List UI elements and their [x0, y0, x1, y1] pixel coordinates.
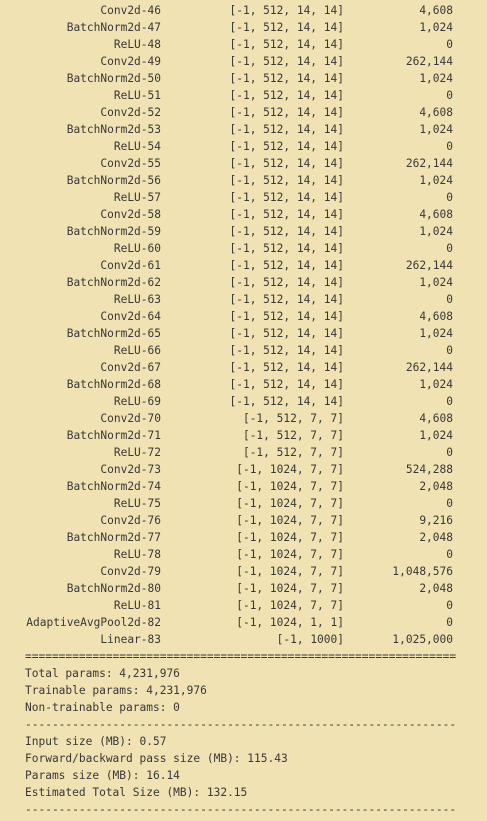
output-shape: [-1, 512, 14, 14]	[229, 361, 344, 374]
table-row	[0, 461, 487, 478]
table-row	[0, 546, 487, 563]
layer-name: ReLU-81	[113, 599, 161, 612]
table-row	[0, 631, 487, 648]
table-row	[0, 104, 487, 121]
output-shape: [-1, 1024, 7, 7]	[236, 497, 344, 510]
table-row	[0, 291, 487, 308]
table-row	[0, 19, 487, 36]
table-row	[0, 240, 487, 257]
layer-name: ReLU-75	[113, 497, 161, 510]
param-count: 262,144	[405, 259, 453, 272]
param-count: 1,024	[419, 225, 453, 238]
table-row	[0, 2, 487, 19]
output-shape: [-1, 512, 14, 14]	[229, 225, 344, 238]
table-row	[0, 478, 487, 495]
output-shape: [-1, 512, 14, 14]	[229, 208, 344, 221]
output-shape: [-1, 1000]	[276, 633, 344, 646]
param-count: 2,048	[419, 531, 453, 544]
layer-name: ReLU-54	[113, 140, 161, 153]
param-count: 0	[446, 497, 453, 510]
param-count: 1,024	[419, 123, 453, 136]
output-shape: [-1, 512, 7, 7]	[242, 412, 344, 425]
table-row	[0, 444, 487, 461]
table-row	[0, 189, 487, 206]
output-shape: [-1, 512, 14, 14]	[229, 293, 344, 306]
layer-name: BatchNorm2d-71	[66, 429, 161, 442]
total-params: Total params: 4,231,976	[25, 667, 180, 680]
param-count: 0	[446, 446, 453, 459]
layer-name: BatchNorm2d-50	[66, 72, 161, 85]
table-row	[0, 512, 487, 529]
param-count: 0	[446, 140, 453, 153]
layer-name: Conv2d-46	[100, 4, 161, 17]
output-shape: [-1, 512, 7, 7]	[242, 446, 344, 459]
layer-name: Conv2d-76	[100, 514, 161, 527]
param-count: 0	[446, 242, 453, 255]
layer-name: BatchNorm2d-59	[66, 225, 161, 238]
table-row	[0, 359, 487, 376]
layer-name: ReLU-51	[113, 89, 161, 102]
layer-name: AdaptiveAvgPool2d-82	[26, 616, 161, 629]
table-row	[0, 563, 487, 580]
layer-name: BatchNorm2d-47	[66, 21, 161, 34]
output-shape: [-1, 1024, 1, 1]	[236, 616, 344, 629]
layer-name: Conv2d-58	[100, 208, 161, 221]
output-shape: [-1, 512, 14, 14]	[229, 106, 344, 119]
output-shape: [-1, 512, 14, 14]	[229, 242, 344, 255]
layer-name: BatchNorm2d-53	[66, 123, 161, 136]
layer-name: Conv2d-52	[100, 106, 161, 119]
layer-name: Conv2d-67	[100, 361, 161, 374]
table-row	[0, 376, 487, 393]
layer-name: Conv2d-79	[100, 565, 161, 578]
layer-name: BatchNorm2d-77	[66, 531, 161, 544]
output-shape: [-1, 1024, 7, 7]	[236, 548, 344, 561]
param-count: 4,608	[419, 4, 453, 17]
table-row	[0, 308, 487, 325]
output-shape: [-1, 512, 14, 14]	[229, 4, 344, 17]
estimated-total-size: Estimated Total Size (MB): 132.15	[25, 786, 248, 799]
param-count: 0	[446, 344, 453, 357]
table-row	[0, 36, 487, 53]
param-count: 4,608	[419, 310, 453, 323]
output-shape: [-1, 1024, 7, 7]	[236, 480, 344, 493]
output-shape: [-1, 1024, 7, 7]	[236, 582, 344, 595]
table-row	[0, 87, 487, 104]
layer-name: Conv2d-55	[100, 157, 161, 170]
table-row	[0, 597, 487, 614]
output-shape: [-1, 1024, 7, 7]	[236, 514, 344, 527]
table-row	[0, 410, 487, 427]
layer-name: ReLU-69	[113, 395, 161, 408]
param-count: 1,024	[419, 72, 453, 85]
param-count: 4,608	[419, 208, 453, 221]
output-shape: [-1, 512, 14, 14]	[229, 157, 344, 170]
table-row	[0, 427, 487, 444]
param-count: 0	[446, 191, 453, 204]
table-row	[0, 223, 487, 240]
param-count: 0	[446, 89, 453, 102]
table-row	[0, 274, 487, 291]
param-count: 0	[446, 395, 453, 408]
params-size: Params size (MB): 16.14	[25, 769, 180, 782]
layer-name: Conv2d-70	[100, 412, 161, 425]
layer-name: BatchNorm2d-80	[66, 582, 161, 595]
param-count: 262,144	[405, 157, 453, 170]
output-shape: [-1, 512, 7, 7]	[242, 429, 344, 442]
output-shape: [-1, 512, 14, 14]	[229, 310, 344, 323]
layer-name: BatchNorm2d-68	[66, 378, 161, 391]
table-row	[0, 257, 487, 274]
param-count: 4,608	[419, 106, 453, 119]
table-row	[0, 70, 487, 87]
layer-name: BatchNorm2d-56	[66, 174, 161, 187]
param-count: 1,024	[419, 174, 453, 187]
layer-name: Conv2d-49	[100, 55, 161, 68]
layer-name: ReLU-72	[113, 446, 161, 459]
param-count: 0	[446, 548, 453, 561]
layer-name: ReLU-60	[113, 242, 161, 255]
output-shape: [-1, 512, 14, 14]	[229, 327, 344, 340]
layer-name: ReLU-63	[113, 293, 161, 306]
output-shape: [-1, 1024, 7, 7]	[236, 531, 344, 544]
output-shape: [-1, 512, 14, 14]	[229, 344, 344, 357]
single-separator-bottom: ----------------------------------------------------------------	[25, 803, 457, 816]
output-shape: [-1, 512, 14, 14]	[229, 378, 344, 391]
table-row	[0, 580, 487, 597]
param-count: 0	[446, 616, 453, 629]
output-shape: [-1, 512, 14, 14]	[229, 140, 344, 153]
layer-name: Conv2d-61	[100, 259, 161, 272]
table-row	[0, 121, 487, 138]
output-shape: [-1, 512, 14, 14]	[229, 89, 344, 102]
layer-name: Conv2d-64	[100, 310, 161, 323]
table-row	[0, 325, 487, 342]
param-count: 1,024	[419, 378, 453, 391]
table-row	[0, 495, 487, 512]
param-count: 1,024	[419, 327, 453, 340]
param-count: 0	[446, 38, 453, 51]
param-count: 1,024	[419, 276, 453, 289]
param-count: 262,144	[405, 361, 453, 374]
output-shape: [-1, 512, 14, 14]	[229, 191, 344, 204]
output-shape: [-1, 512, 14, 14]	[229, 395, 344, 408]
output-shape: [-1, 512, 14, 14]	[229, 174, 344, 187]
output-shape: [-1, 512, 14, 14]	[229, 55, 344, 68]
param-count: 1,048,576	[392, 565, 453, 578]
output-shape: [-1, 1024, 7, 7]	[236, 599, 344, 612]
table-row	[0, 206, 487, 223]
output-shape: [-1, 1024, 7, 7]	[236, 565, 344, 578]
layer-name: ReLU-57	[113, 191, 161, 204]
param-count: 1,024	[419, 429, 453, 442]
layer-name: Linear-83	[100, 633, 161, 646]
param-count: 2,048	[419, 582, 453, 595]
table-row	[0, 529, 487, 546]
layer-name: ReLU-78	[113, 548, 161, 561]
output-shape: [-1, 512, 14, 14]	[229, 123, 344, 136]
input-size: Input size (MB): 0.57	[25, 735, 167, 748]
layer-name: BatchNorm2d-74	[66, 480, 161, 493]
forward-backward-size: Forward/backward pass size (MB): 115.43	[25, 752, 288, 765]
table-row	[0, 138, 487, 155]
output-shape: [-1, 1024, 7, 7]	[236, 463, 344, 476]
param-count: 1,025,000	[392, 633, 453, 646]
non-trainable-params: Non-trainable params: 0	[25, 701, 180, 714]
param-count: 1,024	[419, 21, 453, 34]
table-row	[0, 614, 487, 631]
output-shape: [-1, 512, 14, 14]	[229, 38, 344, 51]
param-count: 4,608	[419, 412, 453, 425]
param-count: 0	[446, 599, 453, 612]
layer-name: BatchNorm2d-62	[66, 276, 161, 289]
trainable-params: Trainable params: 4,231,976	[25, 684, 207, 697]
layer-name: Conv2d-73	[100, 463, 161, 476]
layer-name: ReLU-48	[113, 38, 161, 51]
table-row	[0, 53, 487, 70]
output-shape: [-1, 512, 14, 14]	[229, 259, 344, 272]
layer-name: BatchNorm2d-65	[66, 327, 161, 340]
table-row	[0, 393, 487, 410]
output-shape: [-1, 512, 14, 14]	[229, 72, 344, 85]
single-separator: ----------------------------------------------------------------	[25, 718, 457, 731]
output-shape: [-1, 512, 14, 14]	[229, 21, 344, 34]
param-count: 0	[446, 293, 453, 306]
layer-name: ReLU-66	[113, 344, 161, 357]
param-count: 262,144	[405, 55, 453, 68]
param-count: 524,288	[405, 463, 453, 476]
param-count: 9,216	[419, 514, 453, 527]
table-row	[0, 172, 487, 189]
output-shape: [-1, 512, 14, 14]	[229, 276, 344, 289]
double-separator: ================================================================	[25, 650, 457, 663]
table-row	[0, 155, 487, 172]
table-row	[0, 342, 487, 359]
param-count: 2,048	[419, 480, 453, 493]
